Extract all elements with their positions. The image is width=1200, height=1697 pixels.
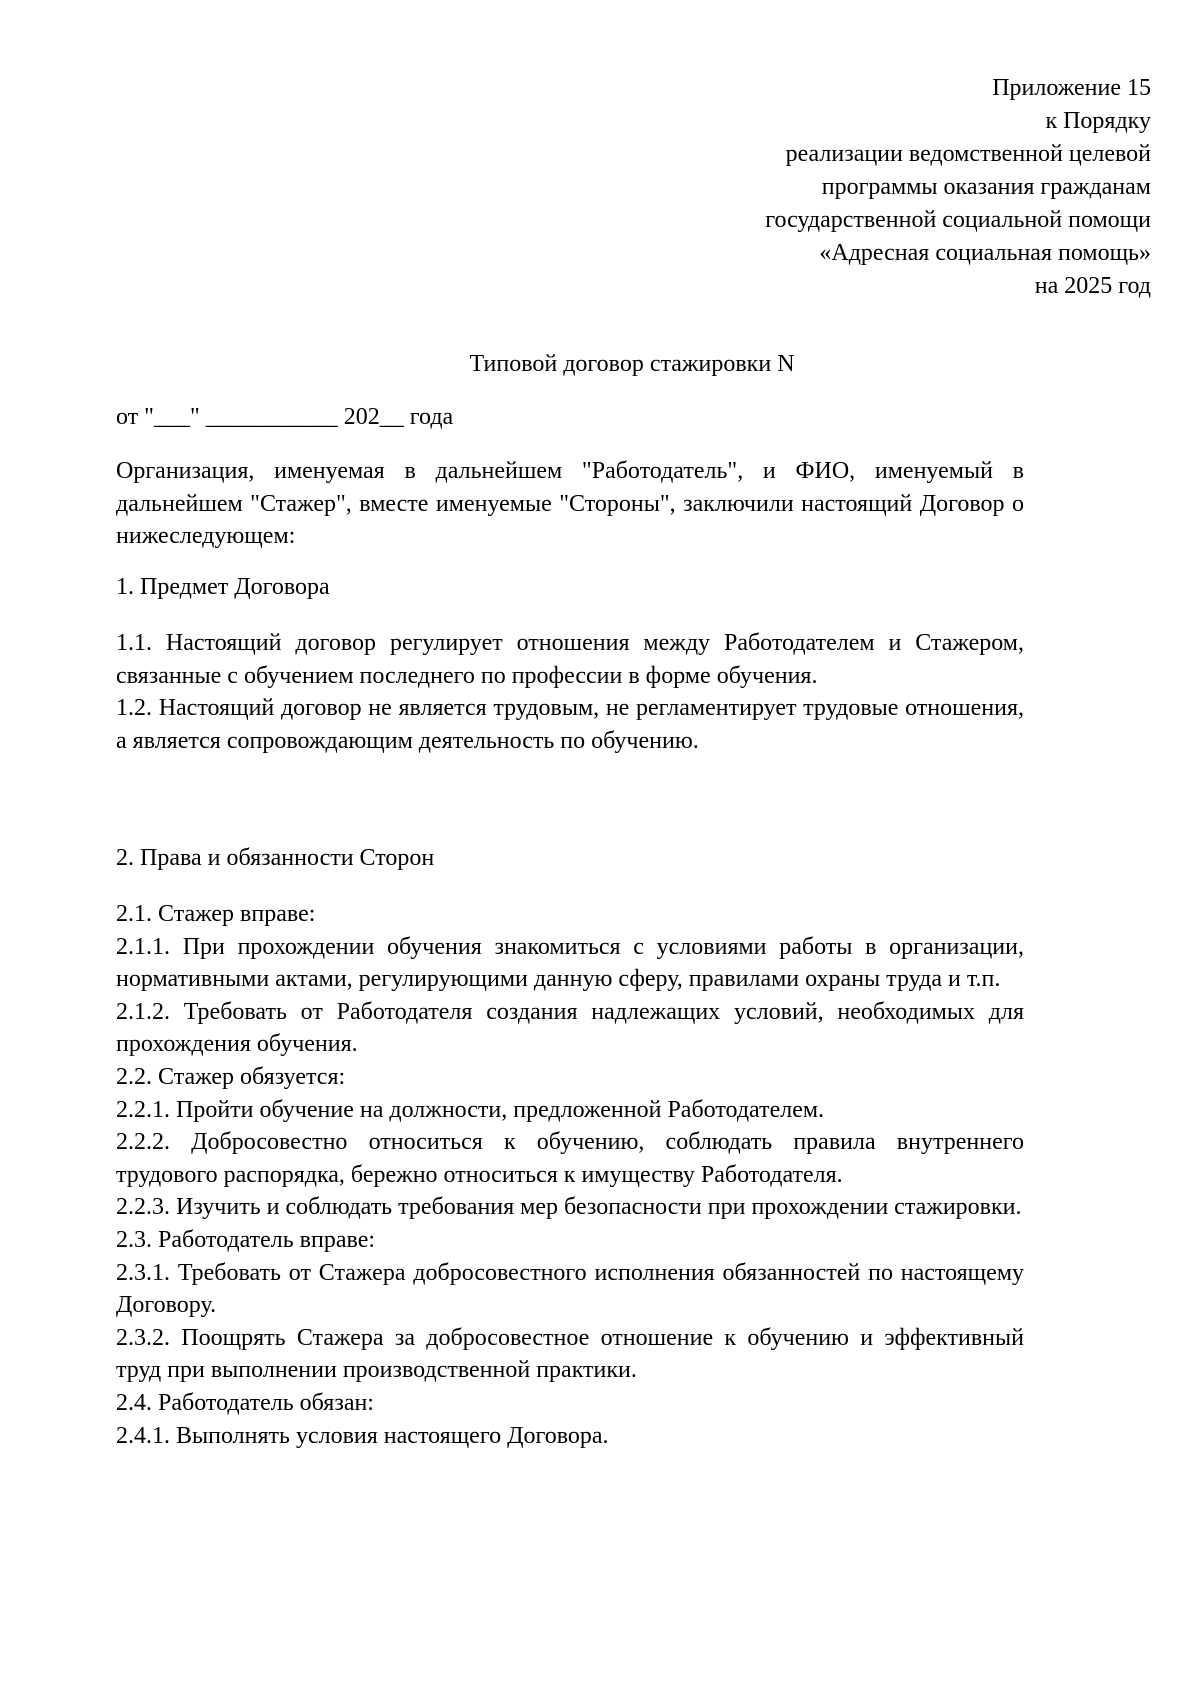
section-1-heading [116,571,1024,604]
clause: 2.4. Работодатель обязан: [116,1389,374,1416]
appendix-header [765,72,1151,303]
intro-paragraph [116,455,1024,553]
clause: 2.1. Стажер вправе: [116,901,316,927]
appendix-line: программы оказания гражданам [821,174,1151,200]
document-title: Типовой договор стажировки N [469,351,795,377]
appendix-line: реализации ведомственной целевой [785,141,1151,167]
appendix-line: «Адресная социальная помощь» [819,240,1151,266]
contract-date-line [116,401,1024,434]
clause: 2.2.2. Добросовестно относиться к обучению, соблюдать правила внутреннего трудового распорядка, бережно относиться к имуществу Работодателя. [116,1129,1024,1188]
clause: 1.2. Настоящий договор не является трудовым, не регламентирует трудовые отношения, а является сопровождающим деятельность по обучению. [116,695,1024,754]
clause: 2.1.1. При прохождении обучения знакомиться с условиями работы в организации, нормативными актами, регулирующими данную сферу, правилами охраны труда и т.п. [116,933,1024,993]
clause: 2.3. Работодатель вправе: [116,1226,376,1253]
clause: 2.2.1. Пройти обучение на должности, предложенной Работодателем. [116,1096,825,1123]
clause: 1.1. Настоящий договор регулирует отношения между Работодателем и Стажером, связанные с обучением последнего по профессии в форме обучения. [116,630,1024,689]
section-heading-text: 2. Права и обязанности Сторон [116,845,435,871]
section-1-body [116,627,1024,757]
appendix-line: на 2025 год [1034,273,1151,299]
clause: 2.3.2. Поощрять Стажера за добросовестное отношение к обучению и эффективный труд при выполнении производственной практики. [116,1324,1024,1384]
clause: 2.2. Стажер обязуется: [116,1063,346,1090]
appendix-line: государственной социальной помощи [765,207,1151,233]
section-heading-text: 1. Предмет Договора [116,574,330,600]
section-2-body [116,898,1024,1452]
clause: 2.2.3. Изучить и соблюдать требования мер безопасности при прохождении стажировки. [116,1194,1022,1221]
clause: 2.1.2. Требовать от Работодателя создания надлежащих условий, необходимых для прохождения обучения. [116,998,1024,1058]
clause: 2.3.1. Требовать от Стажера добросовестного исполнения обязанностей по настоящему Договору. [116,1259,1024,1319]
appendix-line: к Порядку [1045,108,1151,134]
intro-text: Организация, именуемая в дальнейшем "Работодатель", и ФИО, именуемый в дальнейшем "Стажер", вместе именуемые "Стороны", заключили настоящий Договор о нижеследующем: [116,458,1024,550]
date-line-text: от "___" ___________ 202__ года [116,404,454,430]
section-2-heading [116,842,1024,875]
clause: 2.4.1. Выполнять условия настоящего Договора. [116,1422,609,1449]
appendix-line: Приложение 15 [992,75,1151,101]
